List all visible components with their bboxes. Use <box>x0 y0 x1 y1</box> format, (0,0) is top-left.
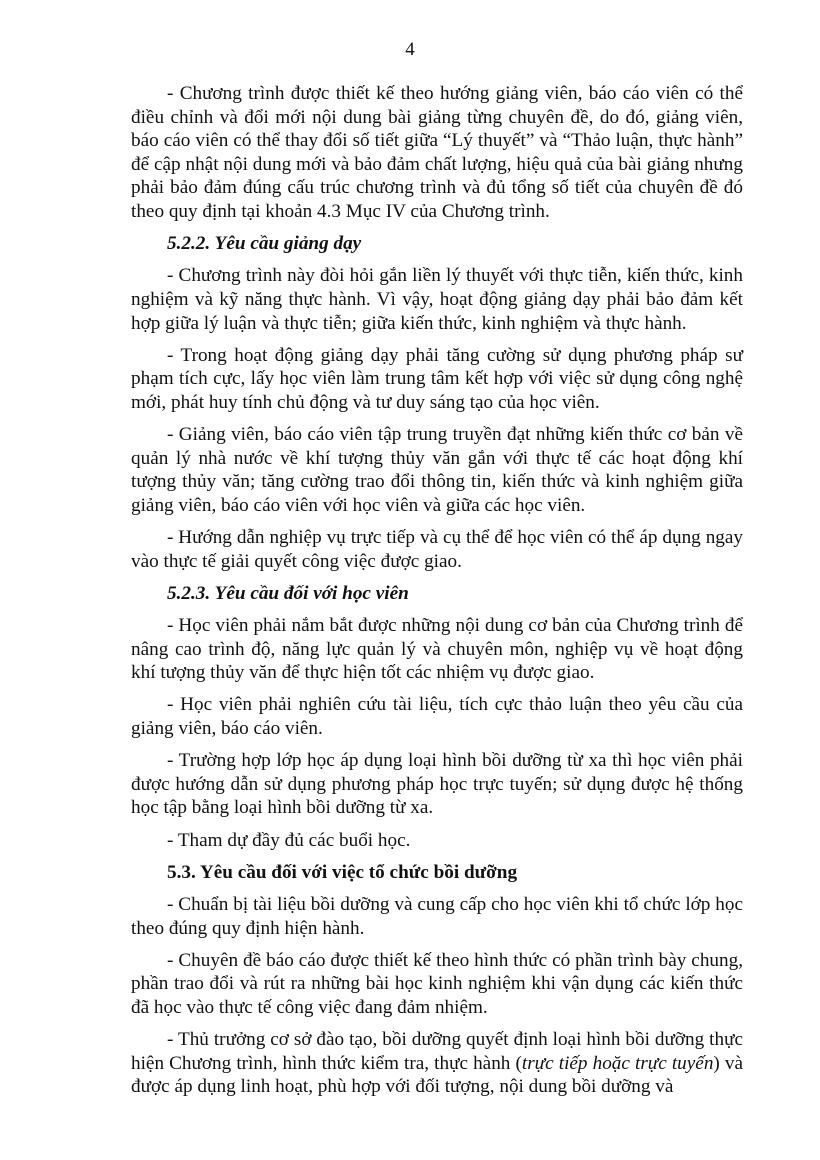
paragraph: - Tham dự đầy đủ các buổi học. <box>167 829 411 851</box>
paragraph-text: ) và được áp dụng linh hoạt, phù hợp với đối tượng, nội dung bồi dưỡng và <box>131 1052 744 1098</box>
page-number: 4 <box>405 39 415 60</box>
paragraph: - Học viên phải nắm bắt được những nội dung cơ bản của Chương trình để nâng cao trình độ, năng lực quản lý và chuyên môn, nghiệp vụ về hoạt động khí tượng thủy văn để thực hiện tốt các nhiệm vụ được giao. <box>131 615 743 684</box>
paragraph: - Chuẩn bị tài liệu bồi dưỡng và cung cấp cho học viên khi tổ chức lớp học theo đúng quy định hiện hành. <box>131 893 743 939</box>
paragraph: - Hướng dẫn nghiệp vụ trực tiếp và cụ thể để học viên có thể áp dụng ngay vào thực tế giải quyết công việc được giao. <box>131 527 743 572</box>
section-heading-5-2-3: 5.2.3. Yêu cầu đối với học viên <box>167 582 409 604</box>
section-heading-5-2-2: 5.2.2. Yêu cầu giảng dạy <box>167 233 362 255</box>
paragraph: - Chương trình được thiết kế theo hướng giảng viên, báo cáo viên có thể điều chỉnh và đổi mới nội dung bài giảng từng chuyên đề, do đó, giảng viên, báo cáo viên có thể thay đổi số tiết giữa “Lý thuyết” và “Thảo luận, thực hành” để cập nhật nội dung mới và bảo đảm chất lượng, hiệu quả của bài giảng nhưng phải bảo đảm đúng cấu trúc chương trình và đủ tổng số tiết của chuyên đề đó theo quy định tại khoản 4.3 Mục IV của Chương trình. <box>131 83 743 222</box>
paragraph: - Chuyên đề báo cáo được thiết kế theo hình thức có phần trình bày chung, phần trao đổi và rút ra những bài học kinh nghiệm khi vận dụng các kiến thức đã học vào thực tế công việc đang đảm nhiệm. <box>131 949 743 1018</box>
paragraph: - Trong hoạt động giảng dạy phải tăng cường sử dụng phương pháp sư phạm tích cực, lấy học viên làm trung tâm kết hợp với việc sử dụng công nghệ mới, phát huy tính chủ động và tư duy sáng tạo của học viên. <box>131 344 743 413</box>
document-body <box>131 82 743 1099</box>
paragraph: - Học viên phải nghiên cứu tài liệu, tích cực thảo luận theo yêu cầu của giảng viên, báo cáo viên. <box>131 694 743 739</box>
paragraph: - Giảng viên, báo cáo viên tập trung truyền đạt những kiến thức cơ bản về quản lý nhà nước về khí tượng thủy văn gắn với thực tế các hoạt động khí tượng thủy văn; tăng cường trao đổi thông tin, kiến thức và kinh nghiệm giữa giảng viên, báo cáo viên với học viên và giữa các học viên. <box>131 424 743 516</box>
paragraph-text: - Thủ trưởng cơ sở đào tạo, bồi dưỡng quyết định loại hình bồi dưỡng thực hiện Chương trình, hình thức kiểm tra, thực hành ( <box>131 1029 743 1074</box>
section-heading-5-3: 5.3. Yêu cầu đối với việc tổ chức bồi dưỡng <box>167 861 518 883</box>
paragraph: - Trường hợp lớp học áp dụng loại hình bồi dưỡng từ xa thì học viên phải được hướng dẫn sử dụng phương pháp học trực tuyến; sử dụng được hệ thống học tập bằng loại hình bồi dưỡng từ xa. <box>131 750 743 819</box>
paragraph: - Chương trình này đòi hỏi gắn liền lý thuyết với thực tiễn, kiến thức, kinh nghiệm và kỹ năng thực hành. Vì vậy, hoạt động giảng dạy phải bảo đảm kết hợp giữa lý luận và thực tiễn; giữa kiến thức, kinh nghiệm và thực hành. <box>131 265 743 334</box>
italic-text: trực tiếp hoặc trực tuyến <box>521 1052 714 1074</box>
paragraph <box>131 1028 743 1099</box>
